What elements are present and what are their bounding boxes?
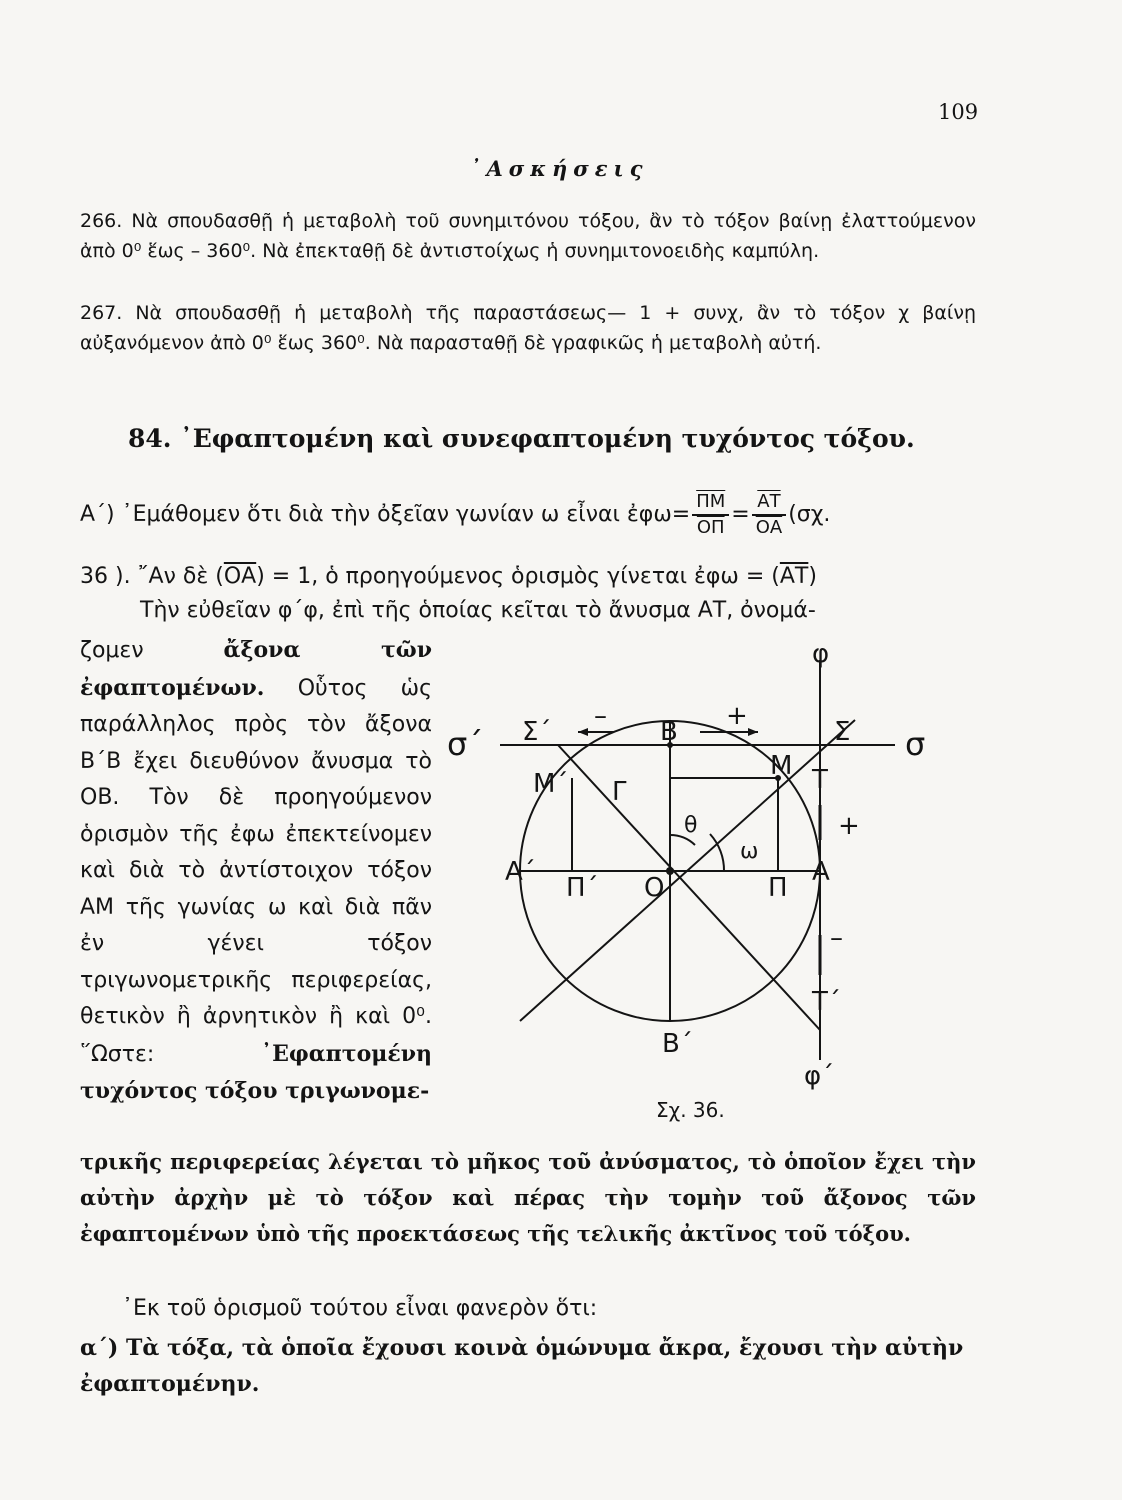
vector-at: $\overline{AT}$	[779, 564, 809, 589]
label-b-prime: Β΄	[662, 1029, 693, 1059]
fraction-numerator: $\overline{AT}$	[752, 490, 786, 516]
figure-36	[440, 636, 980, 1102]
label-sigma-prime: σ΄	[447, 725, 484, 763]
label-phi-prime: φ΄	[804, 1061, 835, 1091]
label-m: Μ	[770, 751, 793, 781]
label-gamma: Γ	[612, 777, 627, 807]
left-text-a: ζομεν	[80, 638, 144, 663]
label-p: Π	[768, 873, 788, 903]
arrow-head-right	[748, 728, 758, 736]
label-omega: ω	[740, 839, 759, 864]
center-dot	[666, 867, 674, 875]
conclusion-intro: ᾿Εκ τοῦ ὁρισμοῦ τούτου εἶναι φανερὸν ὅτι:	[122, 1296, 598, 1321]
tangent-axis-term: ἄξονα τῶν ἐφαπτομένων.	[80, 637, 432, 701]
left-text-b: Οὗτος ὡς παράλληλος πρὸς τὸν ἄξονα Β΄Β ἔχει διευθύνον ἄνυσμα τὸ ΟΒ. Τὸν δὲ προηγούμενον ὁρισμὸν τῆς ἐφω ἐπεκτείνομεν καὶ διὰ τὸ ἀντίστοιχον τόξον ΑΜ τῆς γωνίας ω καὶ διὰ πᾶν ἐν γένει τόξον τριγωνομετρικῆς περιφερείας, θετικὸν ἢ ἀρνητικὸν ἢ καὶ 0⁰. ῞Ωστε:	[80, 675, 432, 1067]
paragraph-first-line: Τὴν εὐθεῖαν φ΄φ, ἐπὶ τῆς ὁποίας κεῖται τὸ ἄνυσμα ΑΤ, ὀνομά-	[140, 598, 816, 623]
label-plus-top: +	[726, 701, 748, 731]
figure-caption: Σχ. 36.	[656, 1098, 725, 1122]
exercise-267: 267. Νὰ σπουδασθῇ ἡ μεταβολὴ τῆς παραστάσεως— 1 + συνχ, ἂν τὸ τόξον χ βαίνῃ αὐξανόμενον ἀπὸ 0⁰ ἕως 360⁰. Νὰ παρασταθῇ δὲ γραφικῶς ἡ μεταβολὴ αὐτή.	[80, 302, 976, 354]
unit-radius-line	[80, 564, 817, 589]
fraction-pm-op	[692, 490, 729, 540]
arrow-head-left	[578, 728, 588, 736]
label-minus-top: –	[594, 701, 607, 731]
formula-tail: (σχ.	[788, 502, 831, 527]
line2-a: 36 ). ῎Αν δὲ (	[80, 564, 224, 589]
label-b: Β	[660, 717, 678, 747]
label-a-prime: Α΄	[505, 857, 536, 887]
definition-start: ᾿Εφαπτομένη τυχόντος τόξου τριγωνομε-	[80, 1040, 432, 1104]
section-number: 84.	[128, 424, 172, 453]
label-o: Ο	[644, 873, 665, 903]
label-capital-sigma: Σ	[834, 717, 851, 747]
fraction-denominator: ΟΠ	[696, 517, 725, 538]
label-a: Α	[812, 857, 830, 887]
definition-continuation: τρικῆς περιφερείας λέγεται τὸ μῆκος τοῦ ἀνύσματος, τὸ ὁποῖον ἔχει τὴν αὐτὴν ἀρχὴν μὲ τὸ τόξον καὶ πέρας τὴν τομὴν τοῦ ἄξονος τῶν ἐφαπτομένων ὑπὸ τῆς προεκτάσεως τῆς τελικῆς ἀκτῖνος τοῦ τόξου.	[80, 1149, 976, 1246]
label-p-prime: Π΄	[566, 873, 599, 903]
exercises-heading: ᾿Ασκήσεις	[470, 156, 649, 181]
exercise-266: 266. Νὰ σπουδασθῇ ἡ μεταβολὴ τοῦ συνημιτόνου τόξου, ἂν τὸ τόξον βαίνῃ ἐλαττούμενον ἀπὸ 0⁰ ἕως – 360⁰. Νὰ ἐπεκταθῇ δὲ ἀντιστοίχως ἡ συνημιτονοειδὴς καμπύλη.	[80, 210, 976, 262]
label-capital-sigma-prime: Σ΄	[522, 717, 552, 747]
line2-c: )	[808, 564, 817, 589]
label-m-prime: Μ΄	[533, 769, 569, 799]
vector-oa: $\overline{OA}$	[223, 564, 257, 589]
fraction-at-oa	[752, 490, 786, 540]
left-column-text	[80, 632, 432, 1111]
label-sigma: σ	[905, 725, 926, 763]
formula-lead: Α΄) ᾿Εμάθομεν ὅτι διὰ τὴν ὀξεῖαν γωνίαν ω εἶναι ἐφω=	[80, 502, 691, 527]
line2-b: ) = 1, ὁ προηγούμενος ὁρισμὸς γίνεται ἐφω = (	[256, 564, 780, 589]
fraction-numerator: $\overline{\Pi M}$	[692, 490, 729, 516]
label-minus-side: –	[830, 923, 843, 953]
formula-equals: =	[731, 502, 750, 527]
label-t: Τ	[812, 765, 828, 795]
fraction-denominator: ΟΑ	[755, 517, 783, 538]
page-number: 109	[938, 100, 979, 124]
tangent-formula	[80, 490, 830, 540]
section-heading	[128, 424, 915, 453]
label-t-prime: Τ΄	[812, 987, 841, 1017]
section-title: ᾿Εφαπτομένη καὶ συνεφαπτομένη τυχόντος τόξου.	[180, 424, 915, 453]
label-plus-side: +	[838, 811, 860, 841]
label-theta: θ	[684, 813, 698, 838]
rule-a: α΄) Τὰ τόξα, τὰ ὁποῖα ἔχουσι κοινὰ ὁμώνυμα ἄκρα, ἔχουσι τὴν αὐτὴν ἐφαπτομένην.	[80, 1335, 964, 1397]
label-phi: φ	[812, 639, 830, 669]
